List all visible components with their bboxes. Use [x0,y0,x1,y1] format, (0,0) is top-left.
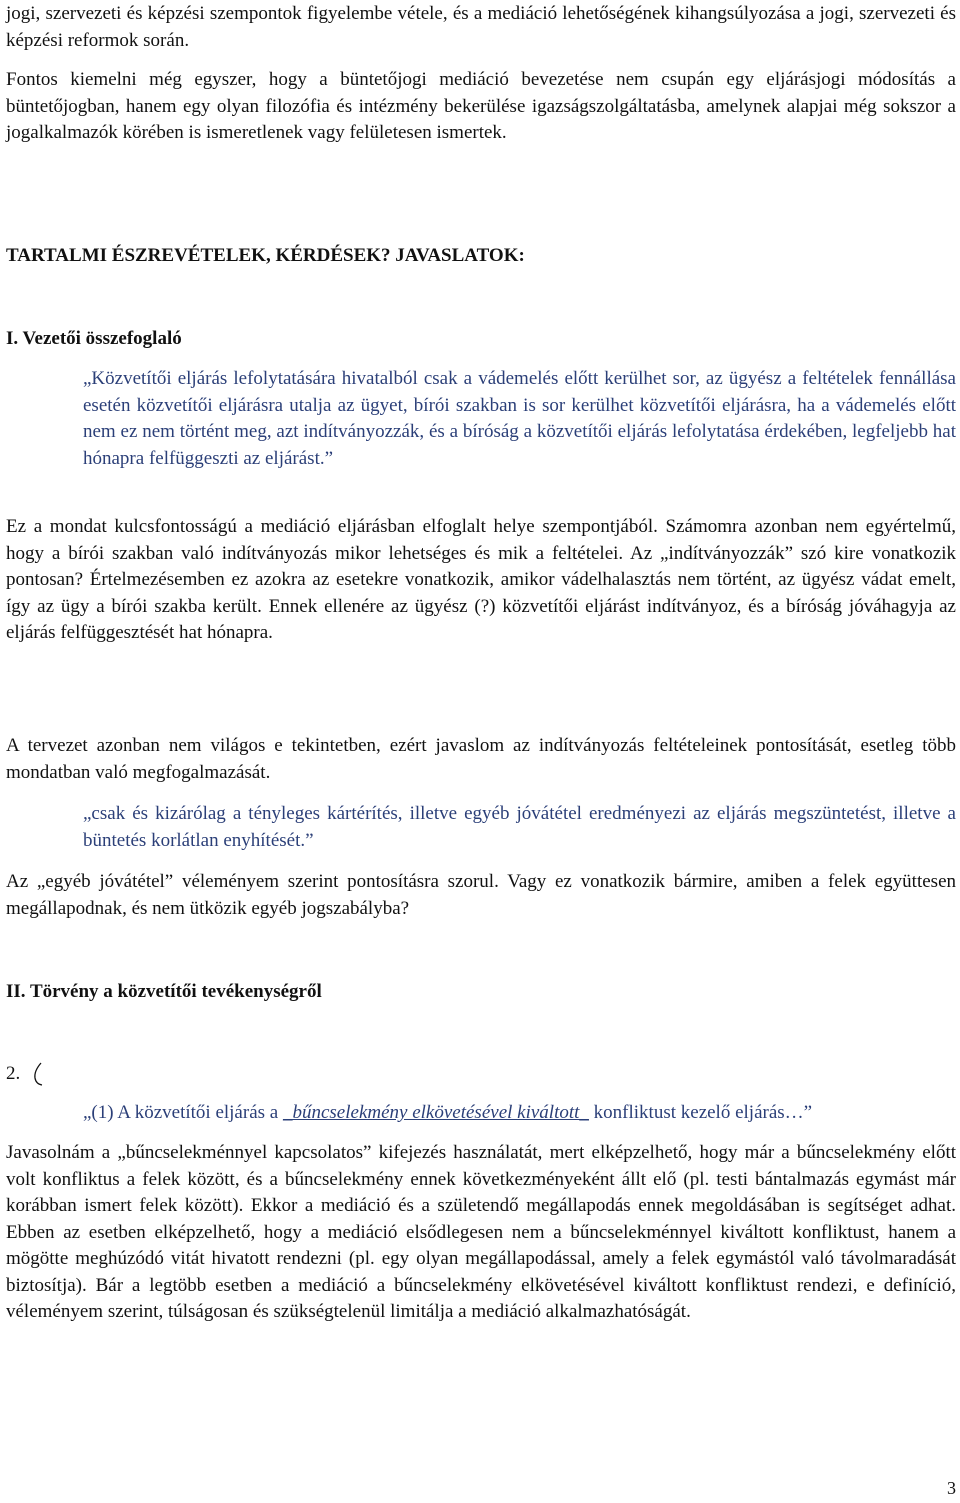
paragraph-javasolnam: Javasolnám a „bűncselekménnyel kapcsolatos” kifejezés használatát, mert elképzelhető, hogy már a bűncselekmény előtt volt konfliktus a felek között, és a bűncselekmény ennek következményeként állt elő (pl. testi bántalmazás egymást már korábban ismert felek között). Ekkor a mediáció és a születendő megállapodás ennek megoldásában is segítséget adhat. Ebben az esetben elképzelhető, hogy a mediáció elsődlegesen nem a bűncselekménnyel kiváltott konfliktust, hanem a mögötte meghúzódó vitát hivatott rendezni (pl. egy olyan megállapodással, amely a felek egymástól való távolmaradását biztosítja). Bár a legtöbb esetben a mediáció a bűncselekmény elkövetésével kiváltott konfliktust rendezi, e definíció, véleményem szerint, túlságosan és szükségtelenül limitálja a mediáció alkalmazhatóságát. [6,1142,956,1322]
quote-kozvetitoi: „Közvetítői eljárás lefolytatására hivatalból csak a vádemelés előtt kerülhet sor, az ügyész a feltételek fennállása esetén közvetítői eljárásra utalja az ügyet, bírói szakban is sor kerülhet közvetítői eljárásra, ha a vádemelés előtt nem ez nem történt meg, azt indítványozzák, és a bíróság a közvetítői eljárás lefolytatása érdekében, legfeljebb hat hónapra felfüggeszti az eljárást.” [83,368,956,469]
quote-definicio-emphasis: _bűncselekmény elkövetésével kiváltott_ [282,1102,589,1123]
page-number: 3 [947,1477,956,1498]
item-number-row [6,1061,45,1088]
section-heading-2: II. Törvény a közvetítői tevékenységről [6,981,322,1002]
quote-definicio-start: „(1) A közvetítői eljárás a [83,1102,283,1123]
quote-definicio [83,1100,956,1127]
paragraph-kulcsfontossagu: Ez a mondat kulcsfontosságú a mediáció eljárásban elfoglalt helye szempontjából. Számomra azonban nem egyértelmű, hogy a bírói szakban való indítványozás mikor lehetséges és mik a feltételei. Az „indítványozzák” szó kire vonatkozik pontosan? Értelmezésemben ez azokra az esetekre vonatkozik, amikor vádelhalasztás nem történt, az ügyész vádat emelt, így az ügy a bírói szakba került. Ennek ellenére az ügyész (?) közvetítői eljárást indítványoz, és a bíróság jóváhagyja az eljárás felfüggesztését hat hónapra. [6,516,956,643]
quote-kartérítés: „csak és kizárólag a tényleges kártérítés, illetve egyéb jóvátétel eredményezi az eljárás megszüntetést, illetve a büntetés korlátlan enyhítését.” [83,803,956,851]
footnote-mark-icon [31,1061,45,1087]
paragraph-fontos: Fontos kiemelni még egyszer, hogy a büntetőjogi mediáció bevezetése nem csupán egy eljárásjogi módosítás a büntetőjogban, hanem egy olyan filozófia és intézmény bekerülése igazságszolgáltatásba, amelynek alapjai még sokszor a jogalkalmazók körében is ismeretlenek vagy felületesen ismertek. [6,69,956,143]
item-number: 2. [6,1063,21,1084]
quote-definicio-end: konfliktust kezelő eljárás…” [588,1102,813,1123]
section-heading-1: I. Vezetői összefoglaló [6,328,182,349]
paragraph-tervezet: A tervezet azonban nem világos e tekintetben, ezért javaslom az indítványozás feltételeinek pontosítását, esetleg több mondatban való megfogalmazását. [6,735,956,783]
paragraph-jovatetel: Az „egyéb jóvátétel” véleményem szerint pontosításra szorul. Vagy ez vonatkozik bármire, amiben a felek együttesen megállapodnak, és nem ütközik egyéb jogszabályba? [6,871,956,919]
paragraph-intro: jogi, szervezeti és képzési szempontok figyelembe vétele, és a mediáció lehetőségének kihangsúlyozása a jogi, szervezeti és képzési reformok során. [6,3,956,51]
section-heading-main: TARTALMI ÉSZREVÉTELEK, KÉRDÉSEK? JAVASLATOK: [6,245,525,266]
